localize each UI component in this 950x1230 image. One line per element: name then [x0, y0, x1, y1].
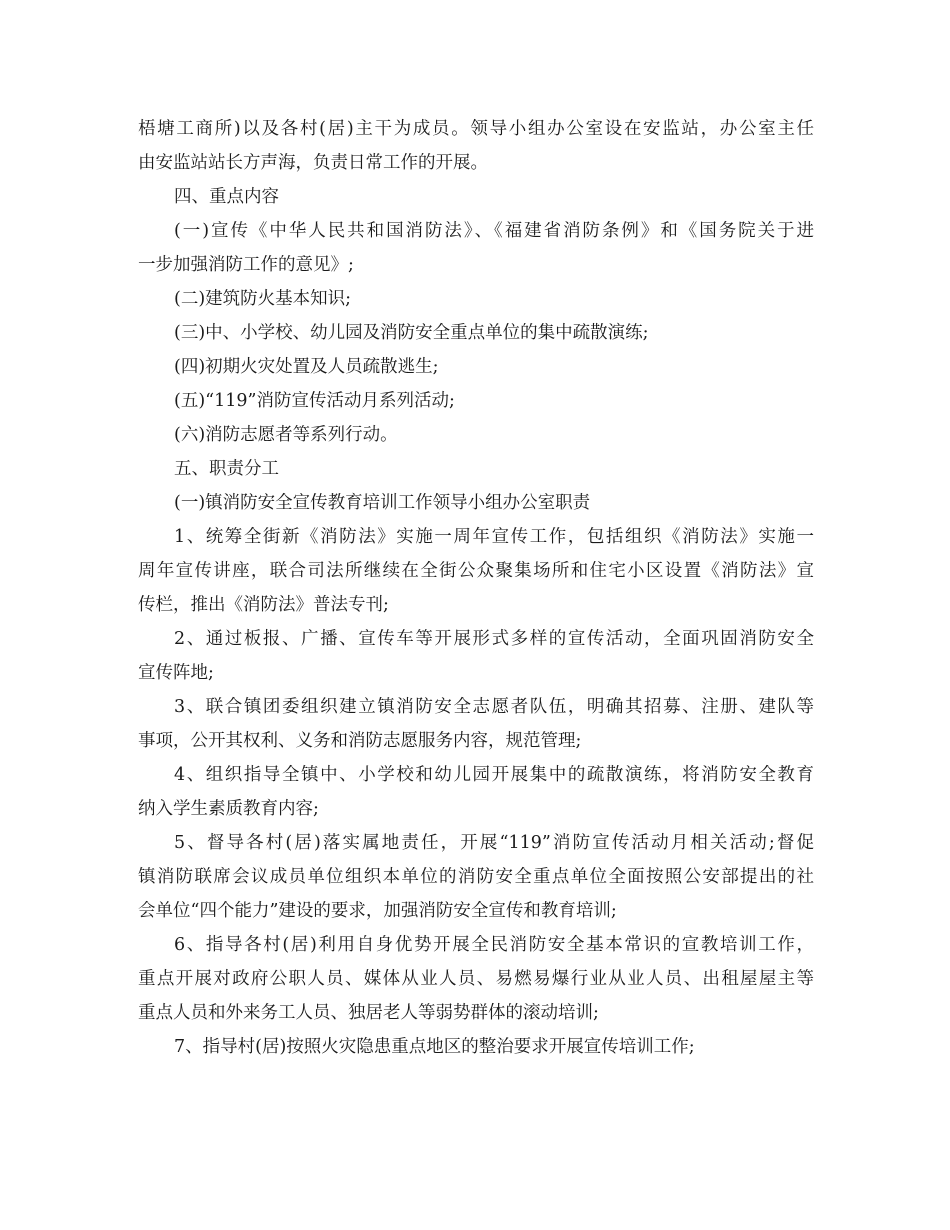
text-line: 由安监站站长方声海，负责日常工作的开展。 [138, 153, 488, 173]
text-line: 镇消防联席会议成员单位组织本单位的消防安全重点单位全面按照公安部提出的社 [138, 867, 814, 887]
text-line: 重点开展对政府公职人员、媒体从业人员、易燃易爆行业从业人员、出租屋屋主等 [138, 969, 814, 989]
text-line: 周年宣传讲座，联合司法所继续在全街公众聚集场所和住宅小区设置《消防法》宣 [138, 561, 814, 581]
text-line: 传栏，推出《消防法》普法专刊; [138, 595, 389, 615]
text-line: 四、重点内容 [174, 187, 279, 207]
text-line: 7、指导村(居)按照火灾隐患重点地区的整治要求开展宣传培训工作; [174, 1037, 695, 1057]
text-line: 重点人员和外来务工人员、独居老人等弱势群体的滚动培训; [138, 1003, 599, 1023]
text-line: 五、职责分工 [174, 459, 279, 479]
text-line: 1、统筹全街新《消防法》实施一周年宣传工作，包括组织《消防法》实施一 [174, 527, 814, 547]
text-line: (一)宣传《中华人民共和国消防法》、《福建省消防条例》和《国务院关于进 [174, 221, 814, 241]
text-line: 2、通过板报、广播、宣传车等开展形式多样的宣传活动，全面巩固消防安全 [174, 629, 814, 649]
text-line: 梧塘工商所)以及各村(居)主干为成员。领导小组办公室设在安监站，办公室主任 [138, 119, 814, 139]
text-line: 3、联合镇团委组织建立镇消防安全志愿者队伍，明确其招募、注册、建队等 [174, 697, 814, 717]
text-line: (五)“119”消防宣传活动月系列活动; [174, 391, 455, 411]
text-line: (四)初期火灾处置及人员疏散逃生; [174, 357, 439, 377]
text-line: (一)镇消防安全宣传教育培训工作领导小组办公室职责 [174, 493, 591, 513]
document-body [138, 112, 814, 1064]
text-line: 一步加强消防工作的意见》; [138, 255, 354, 275]
text-line: 会单位“四个能力”建设的要求，加强消防安全宣传和教育培训; [138, 901, 617, 921]
text-line: (二)建筑防火基本知识; [174, 289, 352, 309]
text-line: 6、指导各村(居)利用自身优势开展全民消防安全基本常识的宣教培训工作， [174, 935, 814, 955]
text-line: 事项，公开其权利、义务和消防志愿服务内容，规范管理; [138, 731, 582, 751]
text-line: 纳入学生素质教育内容; [138, 799, 319, 819]
text-line: (六)消防志愿者等系列行动。 [174, 425, 398, 445]
text-line: 宣传阵地; [138, 663, 214, 683]
text-line: 4、组织指导全镇中、小学校和幼儿园开展集中的疏散演练，将消防安全教育 [174, 765, 814, 785]
text-line: 5、督导各村(居)落实属地责任，开展“119”消防宣传活动月相关活动;督促 [174, 833, 814, 853]
text-line: (三)中、小学校、幼儿园及消防安全重点单位的集中疏散演练; [174, 323, 649, 343]
